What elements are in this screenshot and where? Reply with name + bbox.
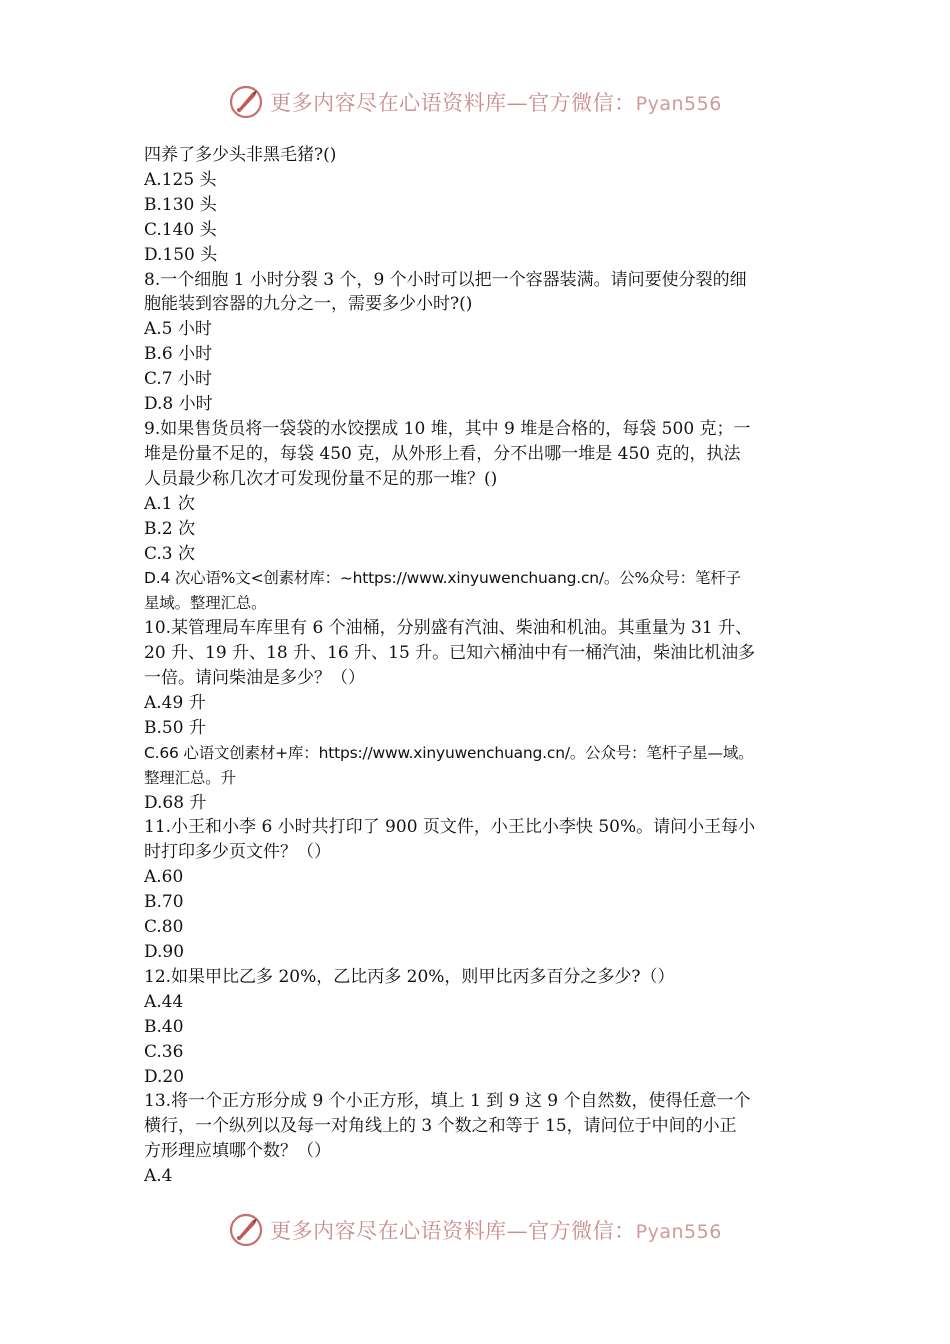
watermark-line: D.4 次心语%文<创素材库：~https://www.xinyuwenchuang.cn/。公%众号：笔杆子	[144, 569, 741, 588]
question-line: 9.如果售货员将一袋袋的水饺摆成 10 堆，其中 9 堆是合格的，每袋 500 克；一	[144, 418, 751, 439]
option-line: A.4	[144, 1166, 173, 1187]
option-line: D.8 小时	[144, 394, 213, 415]
option-line: D.150 头	[144, 244, 218, 265]
quill-logo-icon	[228, 1212, 264, 1248]
question-line: 胞能装到容器的九分之一，需要多少小时?()	[144, 294, 473, 315]
option-line: B.40	[144, 1016, 184, 1037]
option-line: C.140 头	[144, 219, 217, 240]
option-line: A.1 次	[144, 493, 195, 514]
option-line: C.7 小时	[144, 369, 213, 390]
option-line: A.49 升	[144, 692, 206, 713]
question-line: 横行，一个纵列以及每一对角线上的 3 个数之和等于 15，请问位于中间的小正	[144, 1116, 737, 1137]
banner-text: 更多内容尽在心语资料库—官方微信：Pyan556	[270, 1219, 722, 1243]
question-line: 方形理应填哪个数？（）	[144, 1141, 331, 1162]
option-line: A.125 头	[144, 169, 217, 190]
text-line: 四养了多少头非黑毛猪?()	[144, 145, 337, 165]
option-line: D.90	[144, 942, 185, 962]
option-line: C.3 次	[144, 543, 196, 564]
watermark-line: 整理汇总。升	[144, 768, 236, 787]
question-line: 8.一个细胞 1 小时分裂 3 个，9 个小时可以把一个容器装满。请问要使分裂的细	[144, 269, 747, 290]
quill-logo-icon	[228, 84, 264, 120]
wechat-id: Pyan556	[635, 1221, 722, 1243]
option-line: A.60	[144, 867, 184, 888]
banner-text: 更多内容尽在心语资料库—官方微信：Pyan556	[270, 91, 722, 115]
option-line: D.68 升	[144, 792, 207, 813]
question-line: 11.小王和小李 6 小时共打印了 900 页文件，小王比小李快 50%。请问小王每小	[144, 817, 756, 838]
option-line: B.2 次	[144, 518, 196, 539]
option-line: C.36	[144, 1041, 184, 1062]
footer-banner	[0, 1208, 950, 1252]
option-line: B.6 小时	[144, 344, 213, 365]
option-line: B.70	[144, 892, 184, 913]
watermark-line: 星域。整理汇总。	[144, 594, 267, 613]
question-line: 人员最少称几次才可发现份量不足的那一堆？()	[144, 468, 498, 489]
question-line: 10.某管理局车库里有 6 个油桶，分别盛有汽油、柴油和机油。其重量为 31 升、	[144, 618, 753, 639]
question-line: 20 升、19 升、18 升、16 升、15 升。已知六桶油中有一桶汽油，柴油比机油多	[144, 643, 756, 664]
question-line: 13.将一个正方形分成 9 个小正方形，填上 1 到 9 这 9 个自然数，使得任意一个	[144, 1091, 751, 1112]
question-line: 堆是份量不足的，每袋 450 克，从外形上看，分不出哪一堆是 450 克的，执法	[144, 443, 741, 464]
header-banner	[0, 80, 950, 124]
question-line: 12.如果甲比乙多 20%，乙比丙多 20%，则甲比丙多百分之多少?（）	[144, 966, 675, 987]
question-line: 一倍。请问柴油是多少？（）	[144, 668, 365, 689]
option-line: A.44	[144, 991, 184, 1012]
option-line: A.5 小时	[144, 319, 212, 340]
question-line: 时打印多少页文件？（）	[144, 842, 331, 863]
watermark-line: C.66 心语文创素材+库：https://www.xinyuwenchuang.cn/。公众号：笔杆子星—域。	[144, 743, 754, 762]
wechat-id: Pyan556	[635, 93, 722, 115]
option-line: B.50 升	[144, 717, 206, 738]
document-body	[144, 143, 816, 1189]
option-line: B.130 头	[144, 194, 217, 215]
option-line: D.20	[144, 1066, 185, 1087]
option-line: C.80	[144, 917, 184, 938]
